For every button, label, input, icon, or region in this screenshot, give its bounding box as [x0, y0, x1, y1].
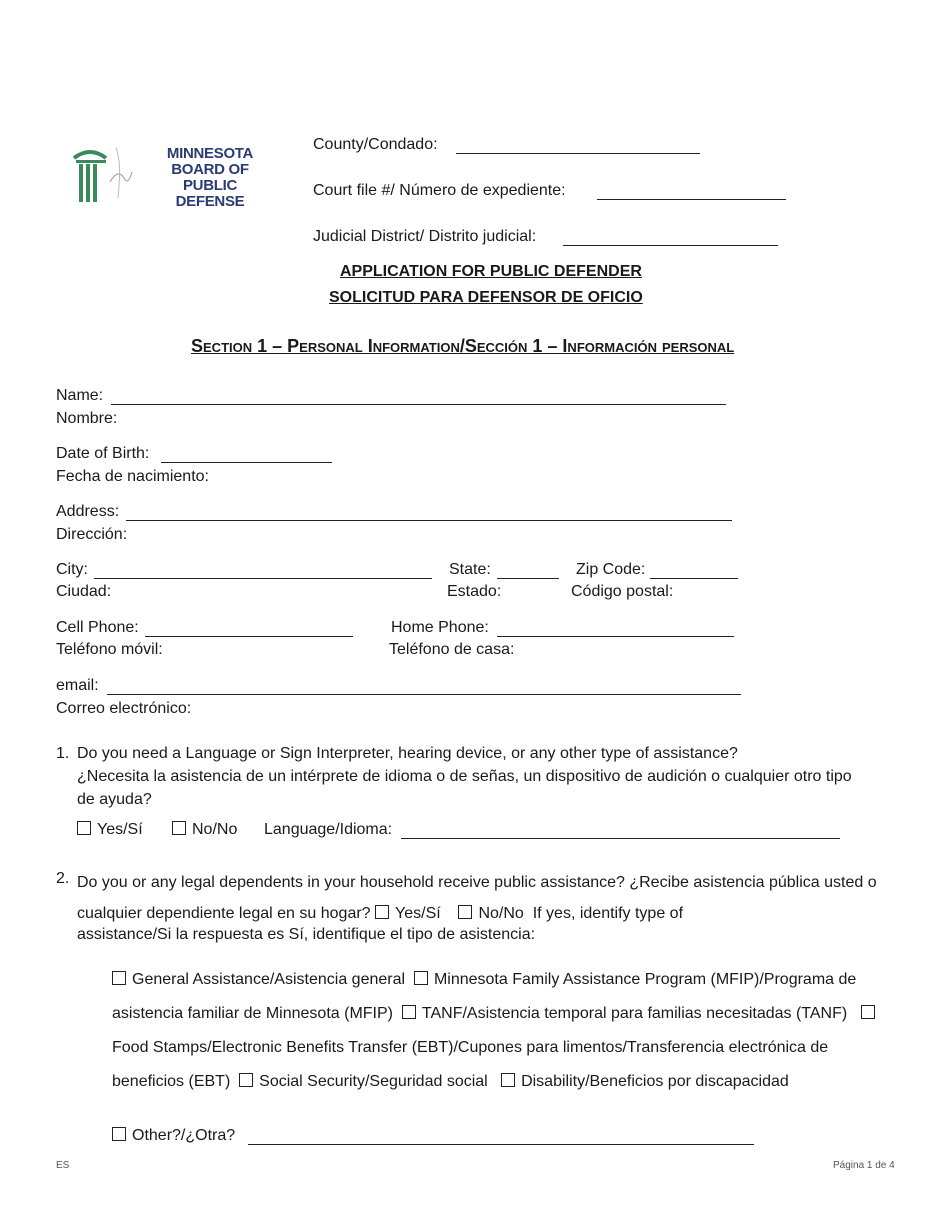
name-label: Name:	[56, 387, 104, 404]
logo-wordmark	[148, 146, 272, 210]
q2-yes-option[interactable]	[375, 905, 441, 922]
cell-phone-label-es: Teléfono móvil:	[56, 641, 163, 658]
cell-phone-label: Cell Phone:	[56, 619, 139, 636]
dob-label: Date of Birth:	[56, 445, 150, 462]
q2-text-part2: If yes, identify type of	[532, 905, 684, 922]
q2-yes-label: Yes/Sí	[395, 905, 441, 922]
logo-line-2: BOARD OF	[171, 161, 249, 178]
section-heading: Section 1 – Personal Information/Sección 1 – Información personal	[191, 336, 735, 356]
q1-no-label: No/No	[192, 821, 238, 838]
other-field[interactable]	[248, 1144, 754, 1145]
q1-text-en: Do you need a Language or Sign Interpreter, hearing device, or any other type of assistance?	[77, 745, 738, 762]
email-field[interactable]	[107, 694, 741, 695]
court-file-label: Court file #/ Número de expediente:	[313, 182, 566, 199]
title-spanish: SOLICITUD PARA DEFENSOR DE OFICIO	[329, 289, 643, 306]
title-english: APPLICATION FOR PUBLIC DEFENDER	[340, 263, 642, 280]
home-phone-label-es: Teléfono de casa:	[389, 641, 515, 658]
q2-no-option[interactable]	[458, 905, 523, 922]
address-field[interactable]	[126, 520, 732, 521]
state-label-es: Estado:	[447, 583, 502, 600]
email-label: email:	[56, 677, 99, 694]
q1-yes-option[interactable]	[77, 821, 143, 839]
logo-line-3: PUBLIC DEFENSE	[175, 177, 245, 210]
name-field[interactable]	[111, 404, 726, 405]
city-field[interactable]	[94, 578, 432, 579]
option-other[interactable]	[112, 1127, 235, 1145]
food-stamps-label: Food Stamps/Electronic Benefits Transfer (EBT)/Cupones para limentos/Transferencia electrónica de beneficios (EBT)	[112, 1039, 829, 1090]
q1-language-label: Language/Idioma:	[264, 821, 393, 838]
general-checkbox[interactable]	[112, 971, 126, 985]
q1-language-field[interactable]	[401, 838, 840, 839]
home-phone-label: Home Phone:	[391, 619, 489, 636]
judicial-district-field[interactable]	[563, 245, 778, 246]
q2-yes-checkbox[interactable]	[375, 905, 389, 919]
city-label-es: Ciudad:	[56, 583, 112, 600]
name-label-es: Nombre:	[56, 410, 118, 427]
tanf-label: TANF/Asistencia temporal para familias necesitadas (TANF)	[421, 1005, 848, 1022]
q2-text	[77, 867, 877, 929]
option-social-security[interactable]	[239, 1073, 488, 1090]
q1-text-es: ¿Necesita la asistencia de un intérprete de idioma o de señas, un dispositivo de audición o cualquier otro tipo de ayuda?	[77, 768, 852, 808]
q2-number: 2.	[56, 870, 70, 887]
q1-yes-label: Yes/Sí	[97, 821, 143, 838]
city-label: City:	[56, 561, 88, 578]
board-logo	[72, 142, 272, 208]
option-tanf[interactable]	[402, 1005, 847, 1022]
q2-text-part1: Do you or any legal dependents in your household receive public assistance? ¿Recibe asistencia pública usted o cualquier dependiente legal en su hogar?	[77, 874, 877, 922]
tanf-checkbox[interactable]	[402, 1005, 416, 1019]
dob-label-es: Fecha de nacimiento:	[56, 468, 209, 485]
court-file-field[interactable]	[597, 199, 786, 200]
disability-checkbox[interactable]	[501, 1073, 515, 1087]
assistance-options	[112, 963, 887, 1099]
state-field[interactable]	[497, 578, 559, 579]
other-checkbox[interactable]	[112, 1127, 126, 1141]
mfip-label: Minnesota Family Assistance Program (MFIP)/Programa de asistencia familiar de Minnesota (MFIP)	[112, 971, 857, 1022]
q1-no-option[interactable]	[172, 821, 237, 839]
mfip-checkbox[interactable]	[414, 971, 428, 985]
home-phone-field[interactable]	[497, 636, 734, 637]
social-security-checkbox[interactable]	[239, 1073, 253, 1087]
pillar-icon	[72, 142, 144, 208]
q1-yes-checkbox[interactable]	[77, 821, 91, 835]
judicial-district-label: Judicial District/ Distrito judicial:	[313, 228, 537, 245]
q2-no-label: No/No	[478, 905, 524, 922]
county-field[interactable]	[456, 153, 700, 154]
county-label: County/Condado:	[313, 136, 438, 153]
email-label-es: Correo electrónico:	[56, 700, 192, 717]
general-label: General Assistance/Asistencia general	[132, 971, 406, 988]
social-security-label: Social Security/Seguridad social	[259, 1073, 488, 1090]
q1-no-checkbox[interactable]	[172, 821, 186, 835]
footer-page-number: Página 1 de 4	[833, 1160, 895, 1171]
q2-text-part3: assistance/Si la respuesta es Sí, identifique el tipo de asistencia:	[77, 926, 536, 943]
dob-field[interactable]	[161, 462, 332, 463]
cell-phone-field[interactable]	[145, 636, 353, 637]
food-stamps-checkbox[interactable]	[861, 1005, 875, 1019]
zip-label: Zip Code:	[576, 561, 646, 578]
logo-line-1: MINNESOTA	[166, 145, 254, 162]
option-general[interactable]	[112, 971, 405, 988]
state-label: State:	[449, 561, 491, 578]
zip-field[interactable]	[650, 578, 738, 579]
address-label-es: Dirección:	[56, 526, 128, 543]
q1-number: 1.	[56, 745, 70, 762]
q2-no-checkbox[interactable]	[458, 905, 472, 919]
address-label: Address:	[56, 503, 120, 520]
zip-label-es: Código postal:	[571, 583, 674, 600]
footer-language-code: ES	[56, 1160, 70, 1171]
disability-label: Disability/Beneficios por discapacidad	[521, 1073, 789, 1090]
other-label: Other?/¿Otra?	[132, 1127, 236, 1144]
option-disability[interactable]	[501, 1073, 789, 1090]
